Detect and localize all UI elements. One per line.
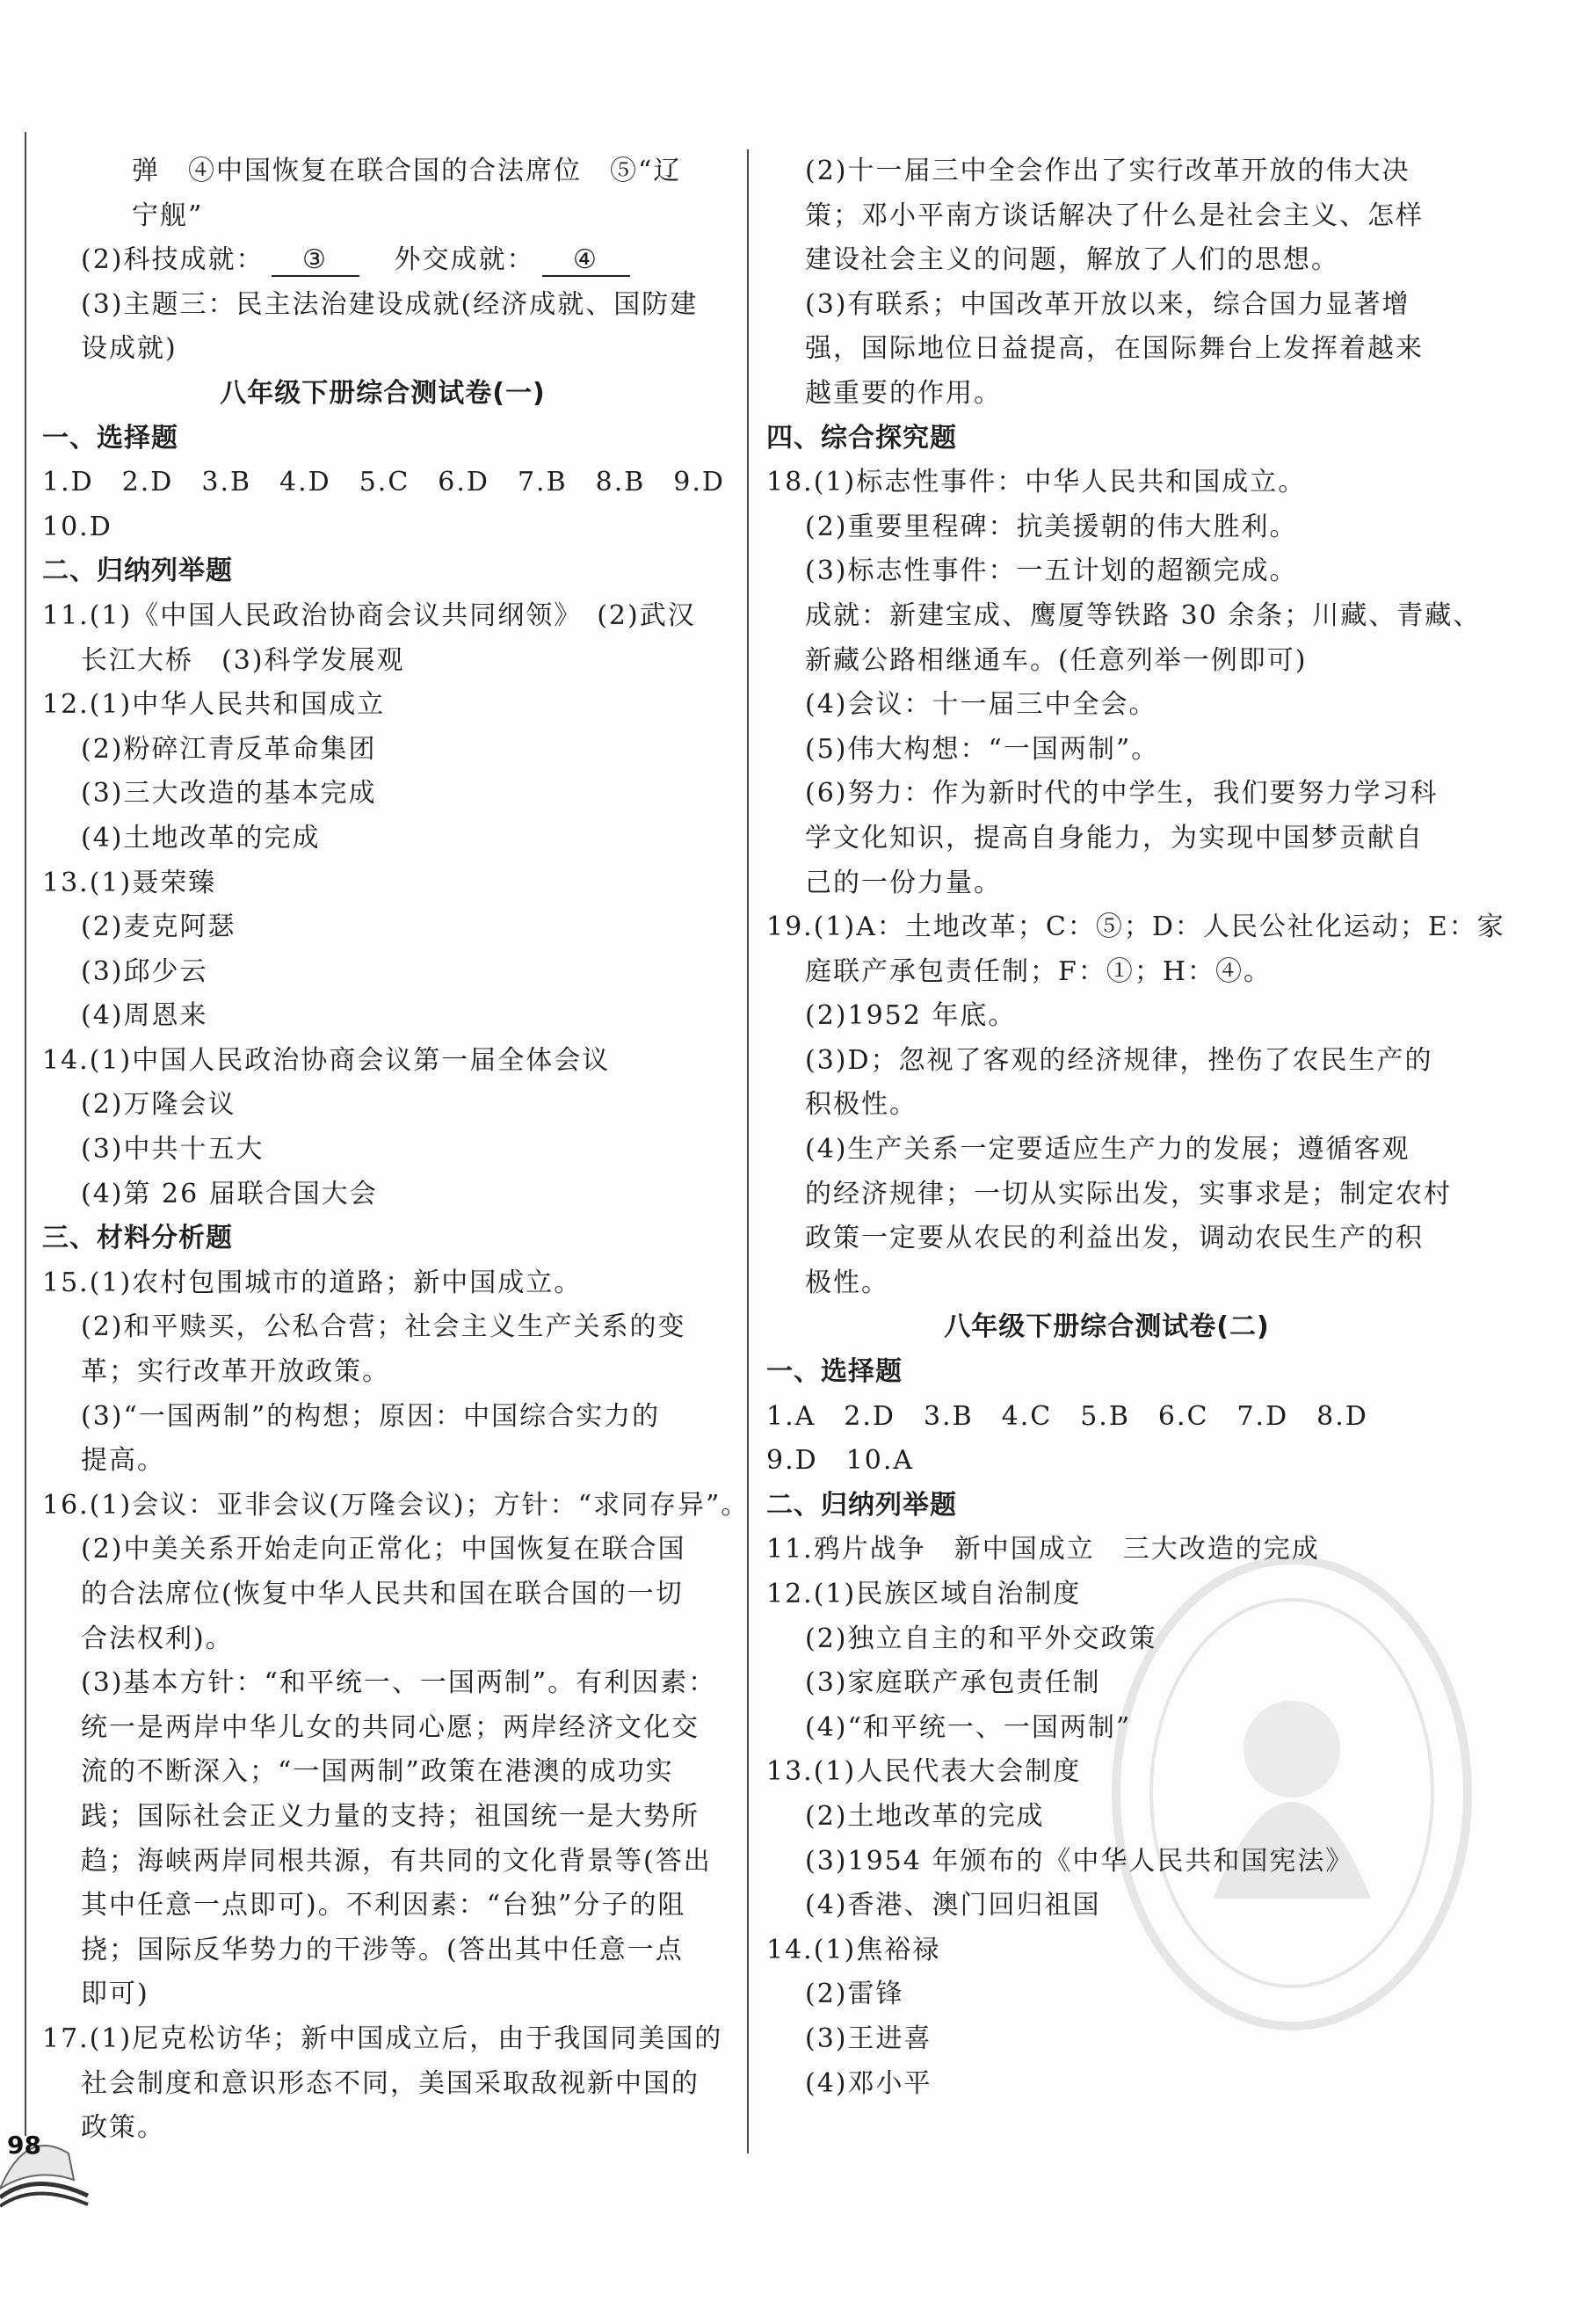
answer-line: [42, 1083, 723, 1128]
answer-text: (5)伟大构想：“一国两制”。: [805, 733, 1160, 765]
answer-line: [42, 594, 723, 639]
answer-text: (3)“一国两制”的构想；原因：中国综合实力的: [81, 1400, 661, 1432]
answer-line: [766, 194, 1447, 239]
answer-line: [766, 817, 1447, 861]
answer-text: (3)三大改造的基本完成: [81, 778, 377, 810]
answer-line: [42, 1395, 723, 1440]
answer-text: (3)家庭联产承包责任制: [805, 1667, 1101, 1699]
answer-text: 庭联产承包责任制；F：①；H：④。: [805, 955, 1272, 987]
answer-line: [42, 1840, 723, 1885]
answer-text: 积极性。: [805, 1089, 917, 1121]
answer-text: 合法权利)。: [81, 1623, 234, 1654]
answer-line: [766, 1083, 1447, 1128]
answer-text: 17.(1)尼克松访华；新中国成立后，由于我国同美国的: [42, 2023, 723, 2054]
answer-line: [766, 505, 1447, 550]
answer-text: (6)努力：作为新时代的中学生，我们要努力学习科: [805, 778, 1439, 810]
answer-text: 16.(1)会议：亚非会议(万隆会议)；方针：“求同存异”。: [42, 1489, 750, 1521]
answer-text: 极性。: [805, 1267, 889, 1298]
answer-line: [766, 728, 1447, 773]
answer-line: [42, 1039, 723, 1084]
answer-text: (3)邱少云: [81, 955, 208, 987]
answer-text: 12.(1)中华人民共和国成立: [42, 689, 386, 721]
answer-line: [766, 149, 1447, 194]
answer-text: 14.(1)焦裕禄: [766, 1934, 941, 1965]
answer-text: 挠；国际反华势力的干涉等。(答出其中任意一点: [81, 1934, 684, 1965]
section-heading: [766, 417, 1447, 461]
answer-text: 一、选择题: [766, 1356, 903, 1388]
answer-text: 二、归纳列举题: [766, 1489, 957, 1521]
answer-text: (3)基本方针：“和平统一、一国两制”。有利因素：: [81, 1667, 717, 1699]
answer-line: [42, 1528, 723, 1572]
answer-line: [42, 505, 723, 550]
answer-line: [766, 994, 1447, 1039]
answer-text: 1.D 2.D 3.B 4.D 5.C 6.D 7.B 8.B 9.D: [42, 467, 725, 498]
answer-text: 设成就): [81, 333, 178, 365]
answer-text: 14.(1)中国人民政治协商会议第一届全体会议: [42, 1044, 611, 1076]
answer-line: [766, 861, 1447, 906]
fill-in-blank: ③: [272, 245, 359, 277]
answer-text: 宁舰”: [132, 200, 204, 231]
answer-line: [42, 1173, 723, 1217]
answer-column-left: [42, 149, 750, 2151]
answer-line: [766, 549, 1447, 594]
answer-text: (3)D；忽视了客观的经济规律，挫伤了农民生产的: [805, 1044, 1433, 1076]
answer-line: [42, 1484, 750, 1529]
answer-text: 9.D 10.A: [766, 1445, 915, 1477]
answer-line: [766, 772, 1447, 817]
answer-text: (4)“和平统一、一国两制”: [805, 1711, 1132, 1743]
answer-text: 建设社会主义的问题，解放了人们的思想。: [805, 244, 1339, 276]
answer-line: [766, 1395, 1447, 1440]
answer-text: 学文化知识，提高自身能力，为实现中国梦贡献自: [805, 822, 1424, 853]
answer-line: [766, 639, 1447, 684]
answer-text: 11.(1)《中国人民政治协商会议共同纲领》 (2)武汉: [42, 599, 696, 631]
page-number: 98: [7, 2131, 41, 2160]
answer-text: 一、选择题: [42, 422, 178, 454]
answer-text: 趋；海峡两岸同根共源，有共同的文化背景等(答出: [81, 1845, 712, 1877]
section-heading: [42, 417, 723, 461]
answer-text: (2)十一届三中全会作出了实行改革开放的伟大决: [805, 156, 1410, 186]
answer-text: (2)和平赎买，公私合营；社会主义生产关系的变: [81, 1311, 686, 1343]
answer-text: 三、材料分析题: [42, 1223, 233, 1254]
answer-text: 越重要的作用。: [805, 377, 1002, 409]
answer-text: 政策。: [81, 2112, 165, 2144]
answer-line: [42, 950, 723, 995]
answer-line: [766, 950, 1447, 995]
answer-text: 强，国际地位日益提高，在国际舞台上发挥着越来: [805, 333, 1424, 365]
answer-line: [42, 994, 723, 1039]
answer-line: [766, 327, 1447, 372]
answer-line: [42, 283, 723, 328]
answer-text: 15.(1)农村包围城市的道路；新中国成立。: [42, 1267, 583, 1298]
answer-line: [766, 594, 1482, 639]
answer-line: [42, 1305, 723, 1350]
answer-text: (3)有联系；中国改革开放以来，综合国力显著增: [805, 288, 1410, 320]
answer-text: 19.(1)A：土地改革；C：⑤；D：人民公社化运动；E：家: [766, 911, 1505, 943]
answer-line: [42, 194, 723, 239]
section-heading: [42, 1216, 723, 1261]
answer-line: [42, 861, 723, 906]
answer-line: [42, 728, 723, 773]
answer-text: 流的不断深入；“一国两制”政策在港澳的成功实: [81, 1756, 674, 1788]
section-heading: [766, 1350, 1447, 1395]
answer-line: [42, 238, 723, 283]
answer-line: [42, 639, 723, 684]
answer-line: [42, 772, 723, 817]
answer-line: [42, 1661, 723, 1706]
answer-text: 策；邓小平南方谈话解决了什么是社会主义、怎样: [805, 200, 1424, 231]
answer-text: 统一是两岸中华儿女的共同心愿；两岸经济文化交: [81, 1711, 700, 1743]
answer-line: [766, 1261, 1447, 1306]
answer-text: 革；实行改革开放政策。: [81, 1356, 390, 1388]
section-heading: [42, 549, 723, 594]
answer-text: 13.(1)人民代表大会制度: [766, 1756, 1082, 1788]
answer-text: (3)1954 年颁布的《中华人民共和国宪法》: [805, 1845, 1354, 1877]
answer-text: 12.(1)民族区域自治制度: [766, 1579, 1082, 1609]
answer-line: [42, 461, 723, 505]
answer-line: [42, 2106, 723, 2151]
answer-line: [42, 1128, 723, 1173]
answer-line: [42, 1750, 723, 1795]
answer-line: [42, 327, 723, 372]
answer-text: (2)重要里程碑：抗美援朝的伟大胜利。: [805, 511, 1298, 542]
section-title: [42, 372, 723, 417]
answer-line: [42, 1795, 723, 1840]
answer-text: (4)香港、澳门回归祖国: [805, 1890, 1101, 1921]
answer-text: 10.D: [42, 511, 112, 542]
answer-text: 即可): [81, 1979, 149, 2010]
answer-line: [42, 1439, 723, 1484]
answer-line: [42, 1884, 723, 1928]
answer-text: (3)标志性事件：一五计划的超额完成。: [805, 556, 1298, 587]
answer-text: (2)万隆会议: [81, 1089, 236, 1121]
answer-line: [42, 817, 723, 861]
answer-text: (2)1952 年底。: [805, 1000, 1017, 1032]
answer-line: [766, 1216, 1447, 1261]
answer-text: 18.(1)标志性事件：中华人民共和国成立。: [766, 467, 1307, 498]
answer-text: (2)麦克阿瑟: [81, 911, 236, 943]
answer-line: [42, 1706, 723, 1751]
answer-text: (4)第 26 届联合国大会: [81, 1178, 378, 1209]
answer-text: (2)雷锋: [805, 1979, 904, 2010]
answer-text: (4)会议：十一届三中全会。: [805, 689, 1157, 721]
answer-text: 弹 ④中国恢复在联合国的合法席位 ⑤“辽: [132, 156, 682, 186]
answer-line: [42, 1572, 723, 1617]
left-margin-rule: [25, 132, 26, 2136]
answer-text: (2)土地改革的完成: [805, 1800, 1045, 1832]
answer-line: [766, 1128, 1447, 1173]
answer-text: (2)中美关系开始走向正常化；中国恢复在联合国: [81, 1534, 686, 1565]
answer-text: 四、综合探究题: [766, 422, 957, 454]
answer-text: (2)粉碎江青反革命集团: [81, 733, 377, 765]
answer-line: [42, 149, 723, 194]
answer-text: 长江大桥 (3)科学发展观: [81, 644, 405, 676]
answer-line: [42, 1617, 723, 1662]
answer-line: [766, 461, 1447, 505]
answer-text: 1.A 2.D 3.B 4.C 5.B 6.C 7.D 8.D: [766, 1400, 1368, 1432]
section-title: [766, 1305, 1447, 1350]
answer-text: (4)邓小平: [805, 2067, 932, 2099]
answer-text: 的经济规律；一切从实际出发，实事求是；制定农村: [805, 1178, 1452, 1209]
answer-text: 社会制度和意识形态不同，美国采取敌视新中国的: [81, 2067, 700, 2099]
answer-line: [42, 1928, 723, 1973]
answer-text: 外交成就：: [366, 244, 535, 276]
answer-text: 八年级下册综合测试卷(二): [944, 1311, 1270, 1343]
answer-text: (4)土地改革的完成: [81, 822, 321, 853]
answer-text: 其中任意一点即可)。不利因素：“台独”分子的阻: [81, 1890, 686, 1921]
answer-text: 提高。: [81, 1445, 165, 1477]
answer-line: [42, 1261, 723, 1306]
section-heading: [766, 1484, 1447, 1529]
answer-line: [42, 905, 723, 950]
answer-text: (3)中共十五大: [81, 1134, 265, 1166]
answer-line: [766, 2062, 1447, 2107]
column-divider: [747, 149, 749, 2153]
answer-text: 新藏公路相继通车。(任意列举一例即可): [805, 644, 1308, 676]
answer-text: 己的一份力量。: [805, 867, 1002, 898]
answer-text: 八年级下册综合测试卷(一): [220, 377, 546, 409]
answer-line: [766, 372, 1447, 417]
watermark-seal: [1107, 1547, 1476, 2039]
answer-line: [766, 1439, 1447, 1484]
answer-line: [766, 283, 1447, 328]
answer-text: (2)科技成就：: [81, 244, 265, 276]
answer-text: (4)生产关系一定要适应生产力的发展；遵循客观: [805, 1134, 1410, 1166]
answer-text: 政策一定要从农民的利益出发，调动农民生产的积: [805, 1223, 1424, 1254]
answer-text: (4)周恩来: [81, 1000, 208, 1032]
answer-line: [766, 1039, 1447, 1084]
answer-text: (3)主题三：民主法治建设成就(经济成就、国防建: [81, 288, 699, 320]
answer-line: [766, 1173, 1452, 1217]
answer-text: 二、归纳列举题: [42, 556, 233, 587]
answer-line: [42, 683, 723, 728]
answer-line: [42, 1350, 723, 1395]
answer-text: (2)独立自主的和平外交政策: [805, 1623, 1157, 1654]
answer-line: [42, 1972, 723, 2017]
answer-line: [766, 905, 1505, 950]
answer-line: [42, 2017, 723, 2062]
answer-text: 践；国际社会正义力量的支持；祖国统一是大势所: [81, 1800, 700, 1832]
answer-text: 11.鸦片战争 新中国成立 三大改造的完成: [766, 1534, 1320, 1565]
answer-line: [42, 2062, 723, 2107]
answer-text: 成就：新建宝成、鹰厦等铁路 30 余条；川藏、青藏、: [805, 599, 1482, 631]
answer-line: [766, 683, 1447, 728]
answer-text: 的合法席位(恢复中华人民共和国在联合国的一切: [81, 1579, 684, 1609]
answer-line: [766, 238, 1447, 283]
answer-text: (3)王进喜: [805, 2023, 932, 2054]
answer-text: 13.(1)聂荣臻: [42, 867, 217, 898]
fill-in-blank: ④: [542, 245, 630, 277]
